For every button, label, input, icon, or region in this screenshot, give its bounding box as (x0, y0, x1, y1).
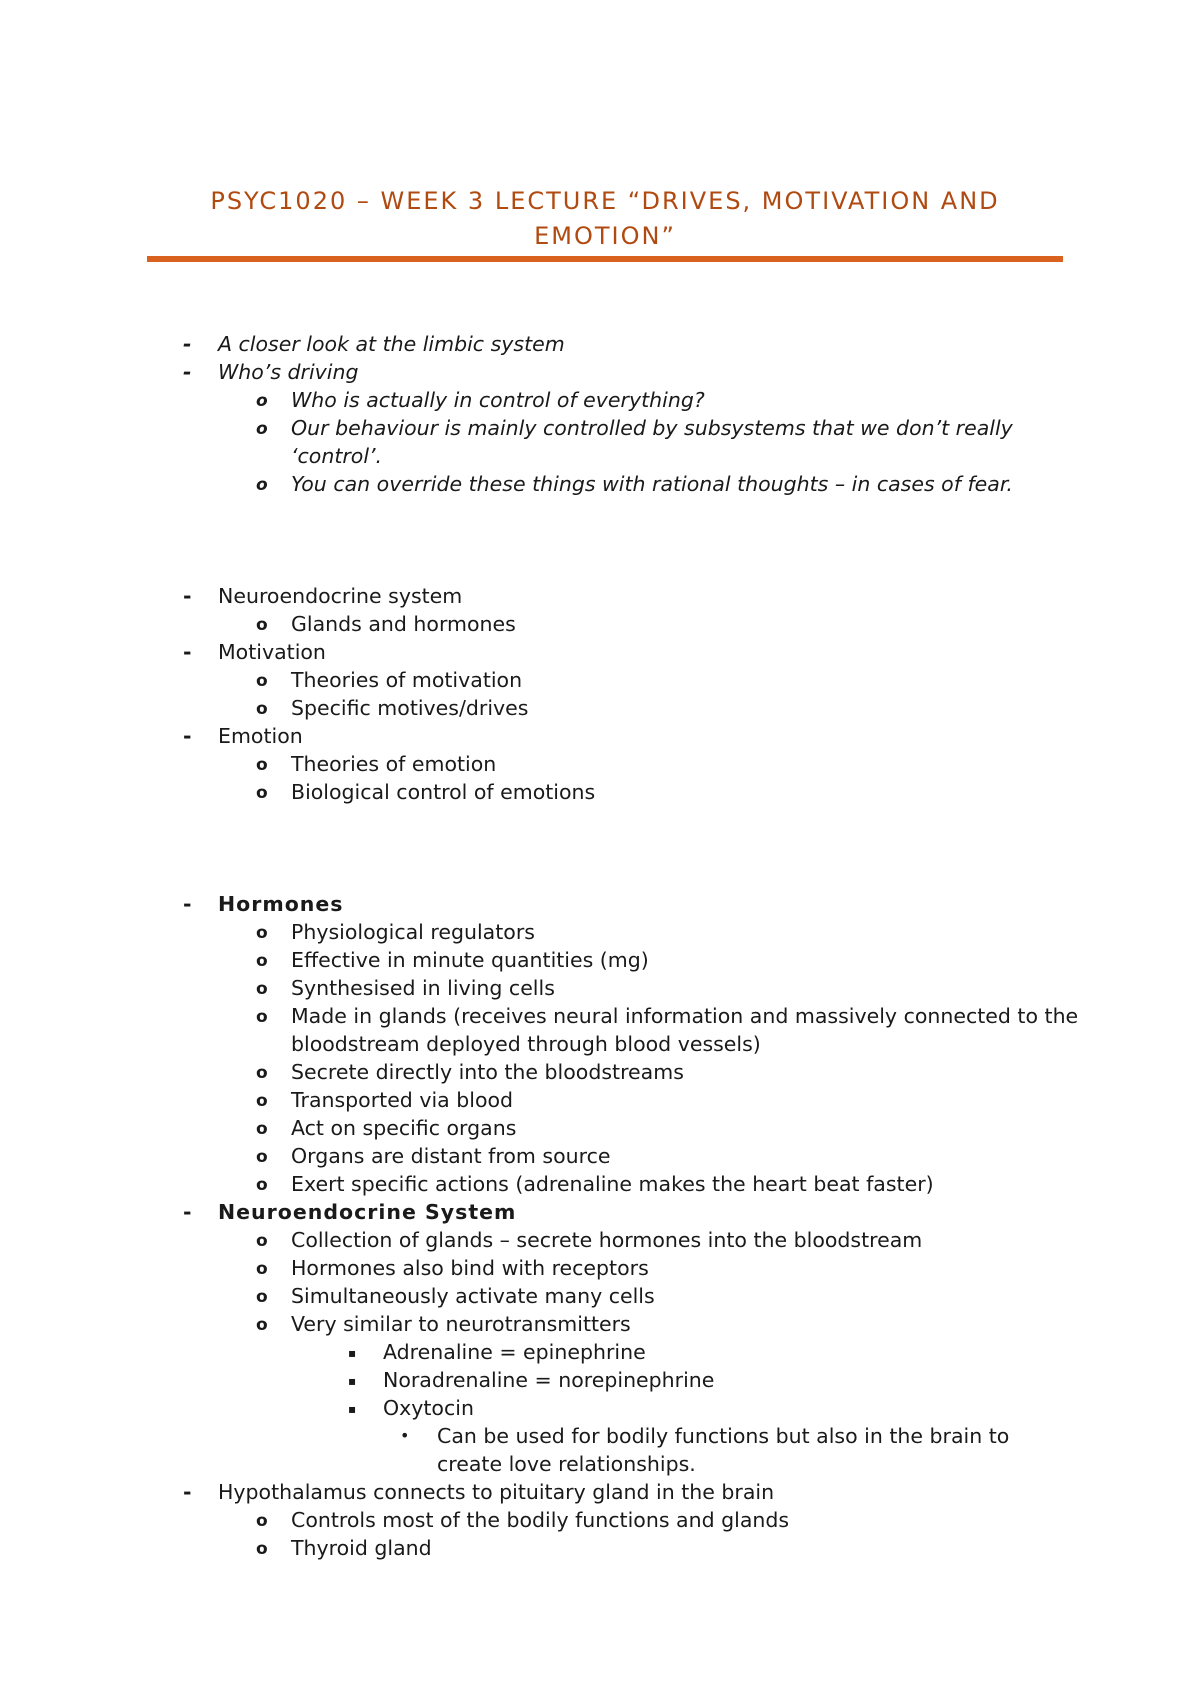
section-heading: Neuroendocrine System (218, 1200, 517, 1224)
sub-list-item (0, 1254, 1200, 1282)
list-item-text: Specific motives/drives (291, 696, 529, 720)
circle-bullet-icon: o (256, 1315, 268, 1335)
sub-list-item (0, 1534, 1200, 1562)
sub-list-item (0, 414, 1200, 470)
circle-bullet-icon: o (256, 1175, 268, 1195)
circle-bullet-icon: o (256, 699, 268, 719)
list-item (0, 722, 1200, 750)
sub-list-item (0, 1170, 1200, 1198)
square-bullet-icon: ▪ (348, 1346, 357, 1360)
list-item-text: A closer look at the limbic system (218, 332, 565, 356)
sub-list-item (0, 470, 1200, 498)
list-item-text: Who is actually in control of everything? (291, 388, 705, 412)
circle-bullet-icon: o (256, 1147, 268, 1167)
sub-sub-list-item (0, 1366, 1200, 1394)
sub-list-item (0, 1086, 1200, 1114)
square-bullet-icon: ▪ (348, 1402, 357, 1416)
dash-bullet-icon: - (183, 1200, 192, 1224)
circle-bullet-icon: o (256, 615, 268, 635)
sub-sub-list-item (0, 1394, 1200, 1422)
document-title: PSYC1020 – WEEK 3 LECTURE “DRIVES, MOTIVATION AND EMOTION” (210, 187, 1000, 250)
list-item-text: Theories of motivation (291, 668, 523, 692)
circle-bullet-icon: o (256, 671, 268, 691)
circle-bullet-icon: o (256, 923, 268, 943)
circle-bullet-icon: o (256, 1287, 268, 1307)
dash-bullet-icon: - (183, 332, 192, 356)
list-item-text: Controls most of the bodily functions and glands (291, 1508, 790, 1532)
sub-list-item (0, 946, 1200, 974)
square-bullet-icon: ▪ (348, 1374, 357, 1388)
document-body (0, 330, 1200, 1562)
sub-list-item (0, 1282, 1200, 1310)
circle-bullet-icon: o (256, 951, 268, 971)
sub-list-item (0, 778, 1200, 806)
list-item-text: Emotion (218, 724, 303, 748)
list-item-text: Very similar to neurotransmitters (291, 1312, 631, 1336)
circle-bullet-icon: o (256, 1007, 268, 1027)
dash-bullet-icon: - (183, 724, 192, 748)
list-item-text: Secrete directly into the bloodstreams (291, 1060, 684, 1084)
list-item-text: Hypothalamus connects to pituitary gland in the brain (218, 1480, 775, 1504)
list-item-text: Physiological regulators (291, 920, 535, 944)
sub-list-item (0, 1310, 1200, 1338)
sub-list-item (0, 666, 1200, 694)
list-item (0, 1478, 1200, 1506)
sub-list-item (0, 918, 1200, 946)
list-item (0, 638, 1200, 666)
circle-bullet-icon: o (256, 979, 268, 999)
dash-bullet-icon: - (183, 1480, 192, 1504)
list-item-text: Glands and hormones (291, 612, 516, 636)
list-item-text: Thyroid gland (291, 1536, 432, 1560)
list-item-text: Our behaviour is mainly controlled by subsystems that we don’t really ‘control’. (291, 416, 1013, 468)
sub-list-item (0, 1142, 1200, 1170)
circle-bullet-icon: o (256, 475, 268, 495)
list-item (0, 358, 1200, 386)
circle-bullet-icon: o (256, 391, 268, 411)
circle-bullet-icon: o (256, 755, 268, 775)
sub-list-item (0, 974, 1200, 1002)
circle-bullet-icon: o (256, 1063, 268, 1083)
sub-list-item (0, 750, 1200, 778)
dash-bullet-icon: - (183, 892, 192, 916)
list-item-text: Adrenaline = epinephrine (383, 1340, 646, 1364)
circle-bullet-icon: o (256, 783, 268, 803)
circle-bullet-icon: o (256, 1259, 268, 1279)
dash-bullet-icon: - (183, 640, 192, 664)
list-item-text: Effective in minute quantities (mg) (291, 948, 649, 972)
circle-bullet-icon: o (256, 1231, 268, 1251)
list-item-text: Can be used for bodily functions but also in the brain to create love relationships. (437, 1424, 1010, 1476)
list-item-text: Synthesised in living cells (291, 976, 555, 1000)
list-item-text: Act on specific organs (291, 1116, 517, 1140)
list-item-text: Theories of emotion (291, 752, 497, 776)
sub-list-item (0, 1226, 1200, 1254)
list-item-text: Hormones also bind with receptors (291, 1256, 649, 1280)
list-item-text: Neuroendocrine system (218, 584, 463, 608)
list-item-text: Simultaneously activate many cells (291, 1284, 655, 1308)
list-item-text: Motivation (218, 640, 326, 664)
list-item (0, 890, 1200, 918)
title-underline-rule (147, 256, 1063, 262)
dot-bullet-icon: • (400, 1426, 410, 1445)
list-item-text: Transported via blood (291, 1088, 514, 1112)
list-item-text: Oxytocin (383, 1396, 474, 1420)
list-item (0, 330, 1200, 358)
list-item (0, 582, 1200, 610)
list-item-text: You can override these things with rational thoughts – in cases of fear. (291, 472, 1013, 496)
circle-bullet-icon: o (256, 419, 268, 439)
sub-list-item (0, 694, 1200, 722)
sub-list-item (0, 1002, 1200, 1058)
list-item-text: Who’s driving (218, 360, 359, 384)
sub-list-item (0, 1114, 1200, 1142)
sub-list-item (0, 1058, 1200, 1086)
list-item-text: Noradrenaline = norepinephrine (383, 1368, 715, 1392)
list-item-text: Organs are distant from source (291, 1144, 611, 1168)
section-heading: Hormones (218, 892, 344, 916)
level4-list-item (0, 1422, 1200, 1478)
list-item-text: Made in glands (receives neural information and massively connected to the bloodstream deployed through blood vessels) (291, 1004, 1079, 1056)
circle-bullet-icon: o (256, 1119, 268, 1139)
list-item-text: Exert specific actions (adrenaline makes the heart beat faster) (291, 1172, 934, 1196)
sub-sub-list-item (0, 1338, 1200, 1366)
circle-bullet-icon: o (256, 1091, 268, 1111)
sub-list-item (0, 610, 1200, 638)
circle-bullet-icon: o (256, 1511, 268, 1531)
dash-bullet-icon: - (183, 360, 192, 384)
sub-list-item (0, 1506, 1200, 1534)
list-item-text: Collection of glands – secrete hormones into the bloodstream (291, 1228, 923, 1252)
list-item (0, 1198, 1200, 1226)
list-item-text: Biological control of emotions (291, 780, 596, 804)
circle-bullet-icon: o (256, 1539, 268, 1559)
sub-list-item (0, 386, 1200, 414)
dash-bullet-icon: - (183, 584, 192, 608)
